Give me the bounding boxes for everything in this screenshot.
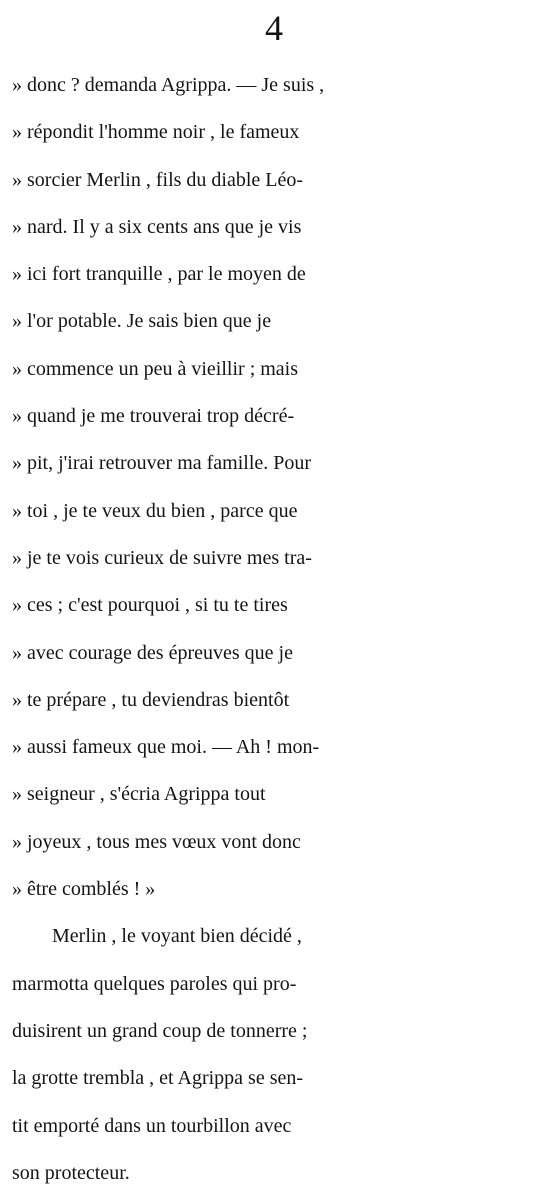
text-line: » donc ? demanda Agrippa. — Je suis , bbox=[12, 74, 325, 96]
text-line: » l'or potable. Je sais bien que je bbox=[12, 310, 272, 333]
text-line: » ces ; c'est pourquoi , si tu te tires bbox=[12, 594, 288, 617]
text-line: la grotte trembla , et Agrippa se sen- bbox=[12, 1067, 304, 1090]
paragraph-first-line: Merlin , le voyant bien décidé , bbox=[52, 925, 302, 948]
page-number: 4 bbox=[265, 8, 283, 48]
text-line: » je te vois curieux de suivre mes tra- bbox=[12, 546, 312, 569]
text-line: » toi , je te veux du bien , parce que bbox=[12, 499, 298, 522]
text-line: » ici fort tranquille , par le moyen de bbox=[12, 263, 306, 286]
text-line: » commence un peu à vieillir ; mais bbox=[12, 357, 299, 380]
page-text bbox=[12, 62, 542, 1197]
text-line: » pit, j'irai retrouver ma famille. Pour bbox=[12, 452, 312, 475]
text-line: » nard. Il y a six cents ans que je vis bbox=[12, 215, 302, 238]
text-line: » te prépare , tu deviendras bientôt bbox=[12, 688, 290, 711]
text-line: » seigneur , s'écria Agrippa tout bbox=[12, 783, 266, 806]
text-line: » être comblés ! » bbox=[12, 878, 156, 901]
text-line: » sorcier Merlin , fils du diable Léo- bbox=[12, 168, 304, 191]
text-line: » joyeux , tous mes vœux vont donc bbox=[12, 830, 301, 853]
text-line: » avec courage des épreuves que je bbox=[12, 641, 293, 664]
text-line: marmotta quelques paroles qui pro- bbox=[12, 972, 297, 995]
text-line: tit emporté dans un tourbillon avec bbox=[12, 1114, 292, 1137]
text-line: » aussi fameux que moi. — Ah ! mon- bbox=[12, 736, 320, 759]
text-line: » répondit l'homme noir , le fameux bbox=[12, 121, 300, 144]
text-line: son protecteur. bbox=[12, 1161, 130, 1184]
text-line: » quand je me trouverai trop décré- bbox=[12, 405, 295, 428]
text-line: duisirent un grand coup de tonnerre ; bbox=[12, 1019, 308, 1042]
